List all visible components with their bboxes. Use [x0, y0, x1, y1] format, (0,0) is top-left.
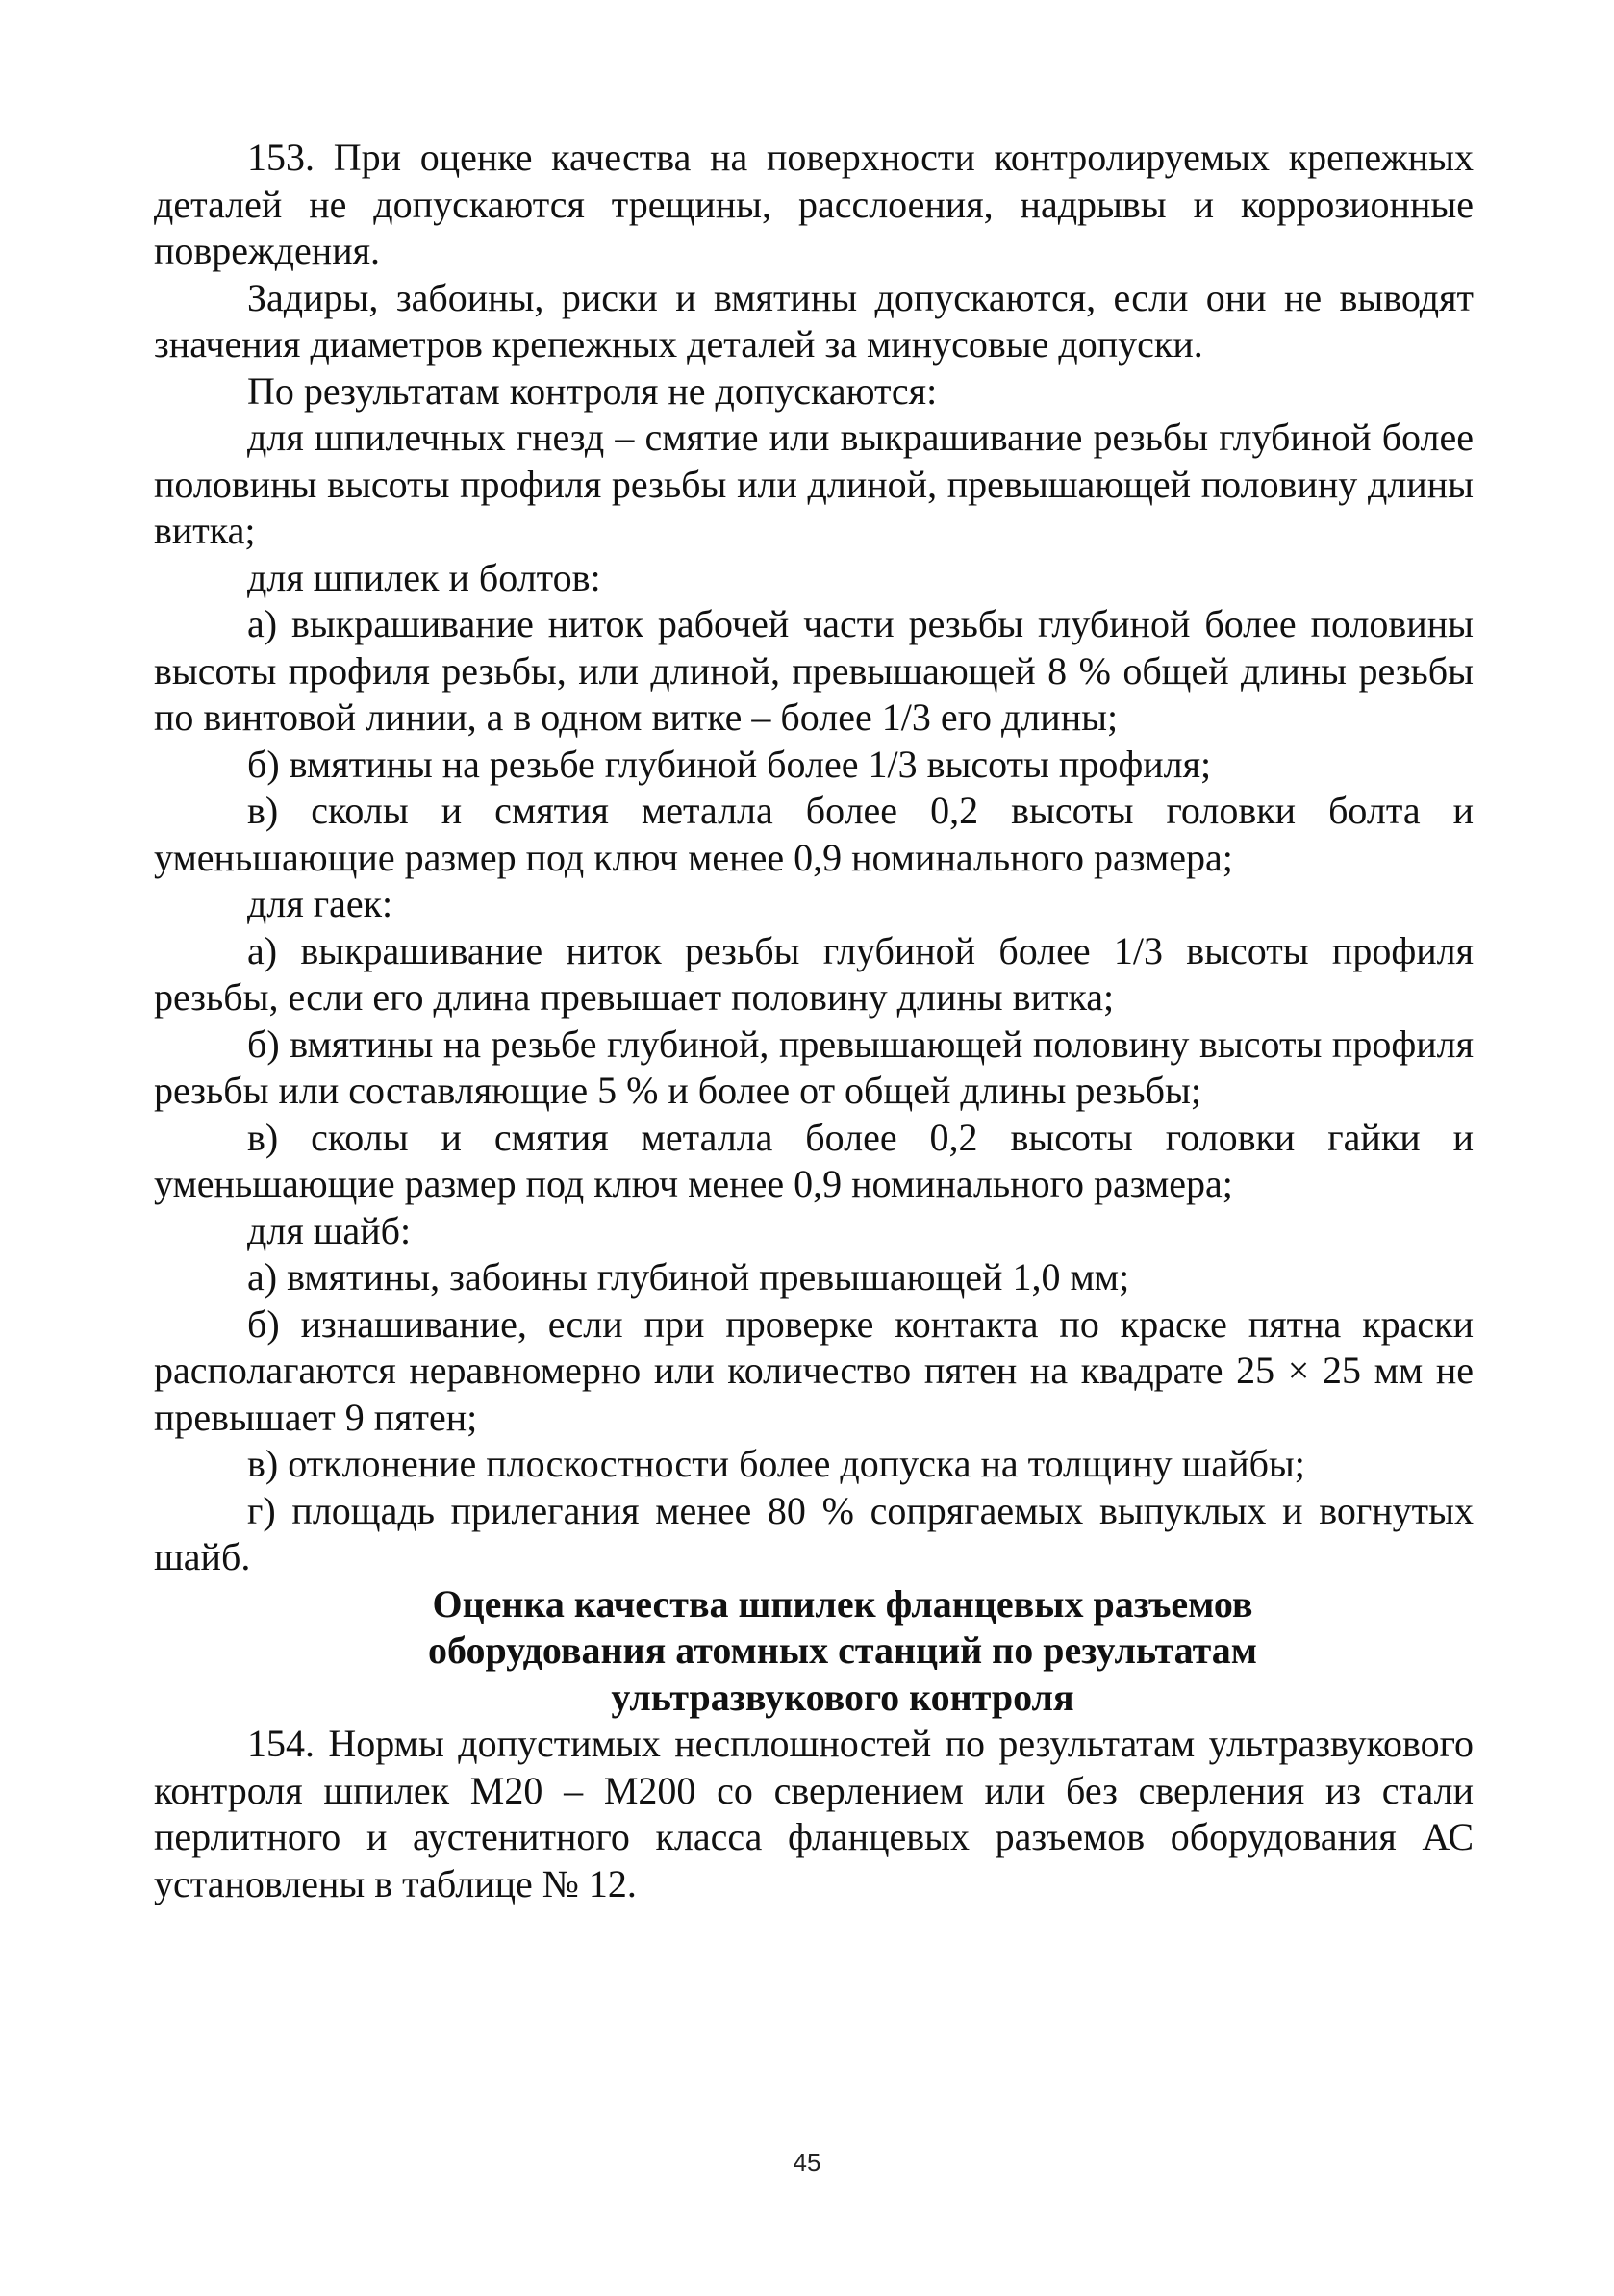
- paragraph-nuts-item-b: б) вмятины на резьбе глубиной, превышающей половину высоты профиля резьбы или составляющие 5 % и более от общей длины резьбы;: [154, 1022, 1474, 1112]
- paragraph-154: 154. Нормы допустимых несплошностей по результатам ультразвукового контроля шпилек М20 – М200 со сверлением или без сверления из стали перлитного и аустенитного класса фланцевых разъемов оборудования АС установлены в таблице № 12.: [154, 1722, 1474, 1905]
- paragraph-defects-allowed: Задиры, забоины, риски и вмятины допускаются, если они не выводят значения диаметров крепежных деталей за минусовые допуски.: [154, 275, 1474, 366]
- page-number: 45: [793, 2148, 821, 2177]
- paragraph-nuts-item-v: в) сколы и смятия металла более 0,2 высоты головки гайки и уменьшающие размер под ключ менее 0,9 номинального размера;: [154, 1115, 1474, 1205]
- document-page: [154, 135, 1474, 1907]
- paragraph-washers-item-v: в) отклонение плоскостности более допуска на толщину шайбы;: [247, 1442, 1305, 1485]
- paragraph-washers-item-a: а) вмятины, забоины глубиной превышающей 1,0 мм;: [247, 1255, 1130, 1299]
- paragraph-studs-bolts-header: для шпилек и болтов:: [247, 555, 601, 599]
- paragraph-studs-item-b: б) вмятины на резьбе глубиной более 1/3 высоты профиля;: [247, 742, 1212, 786]
- section-heading-line-3: ультразвукового контроля: [611, 1675, 1074, 1719]
- paragraph-studs-item-v: в) сколы и смятия металла более 0,2 высоты головки болта и уменьшающие размер под ключ менее 0,9 номинального размера;: [154, 789, 1474, 879]
- paragraph-control-results: По результатам контроля не допускаются:: [247, 368, 938, 413]
- paragraph-washers-header: для шайб:: [247, 1208, 412, 1252]
- paragraph-153: 153. При оценке качества на поверхности контролируемых крепежных деталей не допускаются трещины, расслоения, надрывы и коррозионные повреждения.: [154, 136, 1474, 272]
- section-heading-line-1: Оценка качества шпилек фланцевых разъемов: [432, 1581, 1253, 1626]
- paragraph-washers-item-g: г) площадь прилегания менее 80 % сопрягаемых выпуклых и вогнутых шайб.: [154, 1488, 1474, 1578]
- section-heading: [154, 1581, 1474, 1722]
- paragraph-washers-item-b: б) изнашивание, если при проверке контакта по краске пятна краски располагаются неравномерно или количество пятен на квадрате 25 × 25 мм не превышает 9 пятен;: [154, 1301, 1474, 1439]
- paragraph-stud-sockets: для шпилечных гнезд – смятие или выкрашивание резьбы глубиной более половины высоты профиля резьбы или длиной, превышающей половину длины витка;: [154, 416, 1474, 552]
- section-heading-line-2: оборудования атомных станций по результатам: [427, 1628, 1257, 1672]
- paragraph-nuts-item-a: а) выкрашивание ниток резьбы глубиной более 1/3 высоты профиля резьбы, если его длина превышает половину длины витка;: [154, 928, 1474, 1019]
- paragraph-studs-item-a: а) выкрашивание ниток рабочей части резьбы глубиной более половины высоты профиля резьбы, или длиной, превышающей 8 % общей длины резьбы по винтовой линии, а в одном витке – более 1/3 его длины;: [154, 602, 1474, 739]
- paragraph-nuts-header: для гаек:: [247, 882, 393, 925]
